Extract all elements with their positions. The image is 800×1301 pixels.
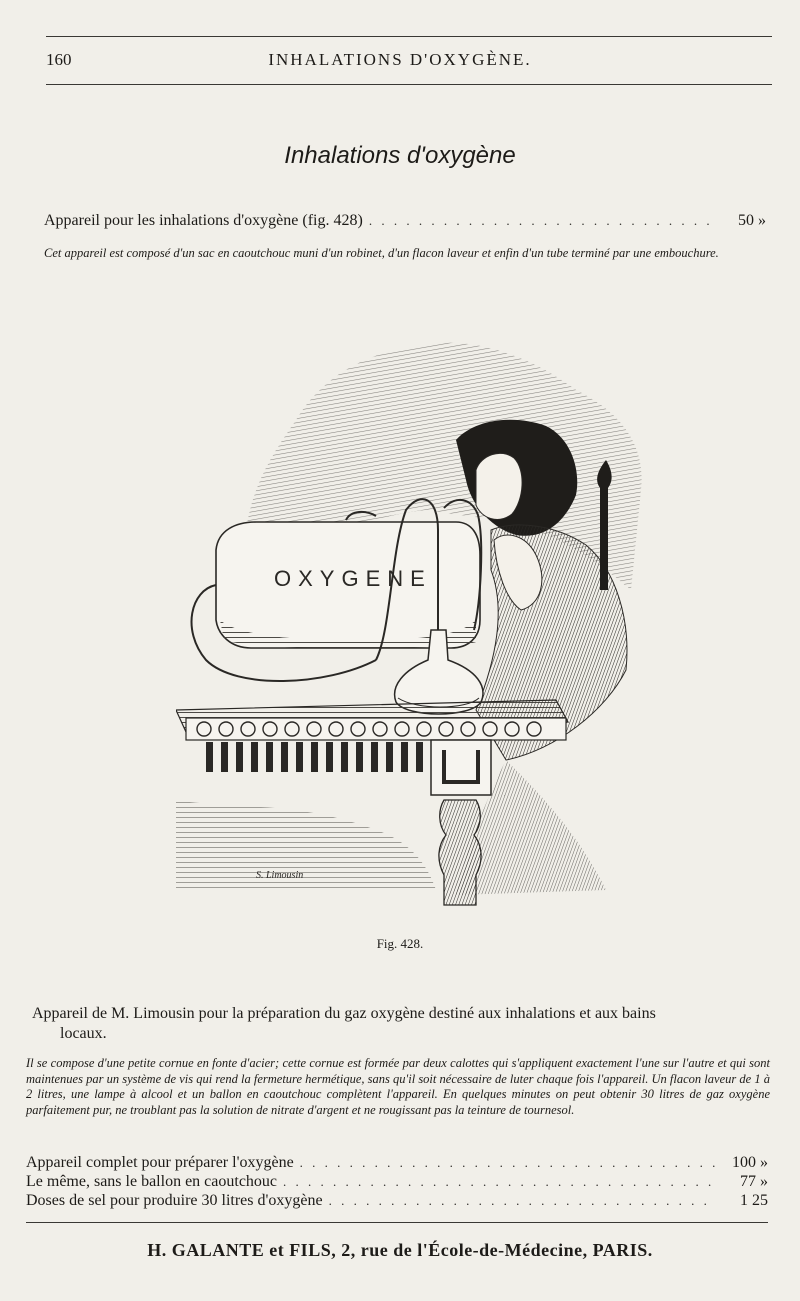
title-line-2: locaux. (60, 1025, 107, 1042)
price-row-value: 100 » (732, 1154, 768, 1171)
leader-dots (283, 1174, 716, 1190)
section-title: Inhalations d'oxygène (284, 142, 516, 169)
footer-rule (26, 1222, 768, 1223)
item-limousin-apparatus-title (32, 1004, 754, 1044)
price-row (26, 1173, 768, 1191)
running-title: INHALATIONS D'OXYGÈNE. (268, 50, 532, 69)
limousin-description: Il se compose d'une petite cornue en fonte d'acier; cette cornue est formée par deux calottes qui s'appliquent exactement l'une sur l'autre et qui sont maintenues par un système de vis qui rend la fermeture hermétique, sans qu'il soit nécessaire de luter chaque fois l'appareil. Un flacon laveur de 1 à 2 litres, une lampe à alcool et un ballon en caoutchouc complètent l'appareil. En quelques minutes on peut obtenir 30 litres de gaz oxygène parfaitement pur, ne troublant pas la solution de nitrate d'argent et ne rougissant pas la teinture de tournesol. (26, 1056, 770, 1117)
price-row-value: 77 » (740, 1173, 768, 1190)
page-number: 160 (46, 50, 72, 69)
engraving-image (176, 330, 646, 910)
price-row-label: Le même, sans le ballon en caoutchouc (26, 1173, 278, 1190)
header-rule (46, 84, 772, 85)
price-row-value: 1 25 (740, 1192, 768, 1209)
item-inhalation-apparatus (44, 212, 766, 230)
price-row (26, 1154, 768, 1172)
price-row (26, 1192, 768, 1210)
figure-caption: Fig. 428. (376, 936, 424, 951)
item-description: Cet appareil est composé d'un sac en caoutchouc muni d'un robinet, d'un flacon laveur et enfin d'un tube terminé par une embouchure. (44, 246, 719, 260)
leader-dots (300, 1155, 716, 1171)
top-rule (46, 36, 772, 37)
bag-label: OXYGENE (274, 566, 432, 591)
item-price: 50 » (738, 212, 766, 229)
item-label: Appareil pour les inhalations d'oxygène (fig. 428) (44, 212, 363, 229)
publisher-footer: H. GALANTE et FILS, 2, rue de l'École-de-Médecine, PARIS. (147, 1240, 653, 1260)
leader-dots (369, 213, 714, 229)
figure-illustration (176, 330, 646, 910)
title-line-1: Appareil de M. Limousin pour la préparation du gaz oxygène destiné aux inhalations et aux bains (32, 1005, 656, 1022)
leader-dots (329, 1193, 716, 1209)
engraver-signature: S. Limousin (256, 870, 304, 881)
price-row-label: Appareil complet pour préparer l'oxygène (26, 1154, 294, 1171)
price-row-label: Doses de sel pour produire 30 litres d'oxygène (26, 1192, 323, 1209)
